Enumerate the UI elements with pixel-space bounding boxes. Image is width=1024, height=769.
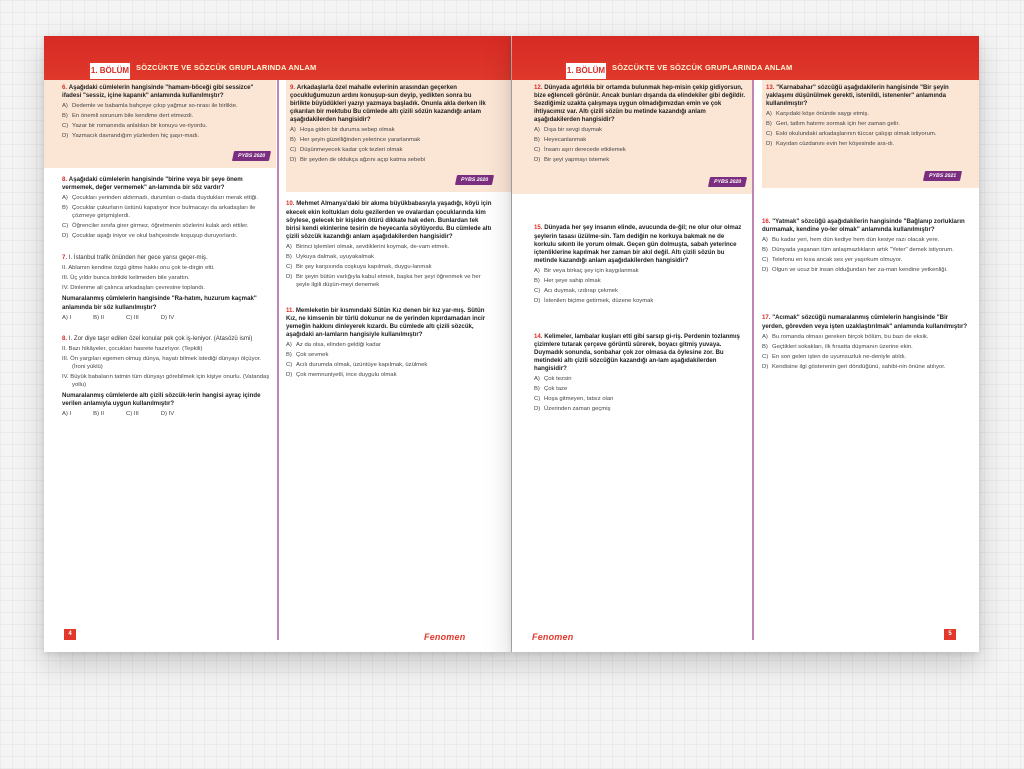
statement-line: II. Bazı hikâyeler, çocukları hasrete hazırlıyor. (Tepkili) <box>62 345 203 352</box>
option-b: B) Dünyada yaşanan tüm anlaşmazlıkların artık "Yeter" demek istiyorum. <box>762 247 954 254</box>
question-16: 16. "Yatmak" sözcüğü aşağıdakilerin hangisinde "Bağlanıp zorlukların durmamak, kendine yo-ler olmak" anlamında kullanılmıştır? <box>762 218 965 234</box>
right-column <box>286 80 494 379</box>
option-d: D) Yazmacık davrandığım yüzlerden hiç şaşır-madı. <box>62 133 200 140</box>
option-b: B) Geçtikleri sokakları, ilk fırsatta düşmanın üzerine ekin. <box>762 343 913 350</box>
option-c: C) III <box>125 410 139 417</box>
question-block <box>534 224 742 304</box>
exam-tag: PYBS 2020 <box>455 175 494 185</box>
question-block <box>62 176 270 240</box>
option-b: B) Her şeye sahip olmak <box>534 277 601 284</box>
option-c: C) İnsanı aşırı derecede etkilemek <box>534 147 626 154</box>
statement-line: III. Üç yıldır bunca birikiki kelimeden bile yarattın. <box>62 275 190 282</box>
question-block <box>62 254 270 320</box>
chapter-title: SÖZCÜKTE VE SÖZCÜK GRUPLARINDA ANLAM <box>136 63 317 72</box>
option-a: A) Bu kadar yeri, hem dün kediye hem dün kesiye razı olacak yere. <box>762 237 940 244</box>
question-block <box>286 200 494 288</box>
option-c: C) Telefonu en kısa ancak ses yer yaşırkum olmuyor. <box>762 257 903 264</box>
exam-tag: PYBS 2020 <box>708 177 747 187</box>
question-6: 6. Aşağıdaki cümlelerin hangisinde "hamam-böceği gibi sessizce" ifadesi "sessiz, içine kapanık" anlamında kullanılmıştır? <box>62 84 254 100</box>
page-header <box>44 36 511 80</box>
statement-line: III. Ön yargıları egemen olmuş dünya, hayatı bilmek istediği dünyayı ölçüyor. (İroni yüklü) <box>62 355 262 370</box>
option-a: A) Çocukları yerinden aldırmadı, durumları o-dada duydukları merak ettiği. <box>62 195 258 202</box>
option-a: A) Az da olsa, elinden geldiği kadar <box>286 342 381 349</box>
option-a: A) Bir veya birkaç şey için kaygılanmak <box>534 267 639 274</box>
left-page <box>44 36 511 652</box>
option-d: D) Bir şeyden de oldukça ağzını açıp katma sebebi <box>290 157 426 164</box>
left-column <box>62 80 270 417</box>
option-b: B) II <box>93 410 104 417</box>
statement-line: IV. Büyük babaların tatmin tüm dünyayı görebilmek için kişiye onurlu. (Vatandaş yollu) <box>62 373 270 388</box>
page-header <box>512 36 979 80</box>
option-d: D) IV <box>160 410 175 417</box>
option-a: A) Çok tezsin <box>534 376 572 383</box>
inline-options <box>62 315 270 321</box>
statement-line: IV. Dinlenme ali çalınca arkadaşları çevresine toplandı. <box>62 285 205 292</box>
option-d: D) Üzerinden zaman geçmiş <box>534 406 611 413</box>
option-d: D) İstenilen biçime getirmek, düzene koymak <box>534 297 654 304</box>
option-b: B) Geri, tatlım hatırmı sormak için her zaman gelir. <box>766 121 900 128</box>
option-d: D) Kendisine ilgi gösterenin geri döndüğünü, sahibi-nin önüne atılıyor. <box>762 363 946 370</box>
question-block-shaded <box>286 80 511 192</box>
option-a: A) Dışa bir sevgi duymak <box>534 127 602 134</box>
option-b: B) Çok taze <box>534 386 568 393</box>
question-stem: Numaralanmış cümlelerin hangisinde "Ra-hatım, huzurum kaçmak" anlamında bir söz kullanılmıştır? <box>62 295 257 311</box>
option-b: B) En önemli sorunum bile kendime dert etmezdi. <box>62 113 194 120</box>
question-block <box>762 314 970 370</box>
option-c: C) En son gelen işten de uyumsuzluk ne-deniyle atıldı. <box>762 353 907 360</box>
question-9: 9. Arkadaşlarla özel mahalle evlerinin arasından geçerken çocukluğumuzun ardını konuşup-sun deyip, yedikten sonra bu birlikte büyüdükleri yazıyı yazmaya başladık. Onunla akla derken ilk çıkarılan bir mektubu Bu cümlede altı çizili sözün kazandığı anlam aşağıdakilerden hangisidir? <box>290 84 486 124</box>
column-separator <box>277 80 279 640</box>
left-column <box>534 80 746 413</box>
page-number: 5 <box>944 629 956 640</box>
option-d: D) IV <box>160 314 175 321</box>
question-block <box>286 307 494 379</box>
question-block <box>762 218 970 274</box>
statement-line: II. Ablamın kendine özgü gitme hakkı onu çok te-dirgin etti. <box>62 265 215 272</box>
option-c: C) Öğrenciler sınıfa girer girmez, öğretmenin sözlerini kulak ardı ettiler. <box>62 223 249 230</box>
question-8b: 8. I. Zor diye taşır edilen özel konular pek çok iş-leniyor. (Atasözü ismi) <box>62 334 253 342</box>
question-8: 8. Aşağıdaki cümlelerin hangisinde "birine veya bir şeye önem vermemek, değer vermemek" an-lamında bir söz vardır? <box>62 176 243 192</box>
option-a: A) I <box>62 410 72 417</box>
option-d: D) Kayıdan cüzdanını evin her köşesinde ara-dı. <box>766 141 895 148</box>
option-c: C) Yazar bir romanında anlatılan bir konuyu ve-riyordu. <box>62 123 208 130</box>
option-d: D) Çok memnuniyetli, ince duygulu olmak <box>286 372 397 379</box>
option-c: C) III <box>125 314 139 321</box>
option-a: A) Dedemle ve babamla bahçeye çıkıp yağmur so-nrası ile birlikte. <box>62 103 238 110</box>
option-a: A) Karşıdaki köşe önünde saygı etmiş. <box>766 111 869 118</box>
chapter-title: SÖZCÜKTE VE SÖZCÜK GRUPLARINDA ANLAM <box>612 63 793 72</box>
question-block <box>62 335 270 417</box>
option-c: C) Eski okulundaki arkadaşlarının tüccar çalışıp olmak istiyorum. <box>766 131 937 138</box>
option-d: D) Bir şeyi yapmayı istemek <box>534 157 610 164</box>
option-a: A) Birinci işlemleri olmak, sevdiklerini koymak, de-vam etmek. <box>286 243 450 250</box>
exam-tag: PYBS 2021 <box>923 171 962 181</box>
option-c: C) Bir şey karşısında coşkuya kapılmak, duygu-lanmak <box>286 263 432 270</box>
exam-tag: PYBS 2020 <box>232 151 271 161</box>
chapter-badge: 1. BÖLÜM <box>88 61 132 81</box>
option-d: D) Olgun ve ucuz bir insan olduğundan her za-man kendine yetkenliği. <box>762 267 948 274</box>
question-block <box>534 333 742 413</box>
option-d: D) Bir şeyin bütün varlığıyla kabul etmek, başka her şeyi öğrenmek ve her şeyle ilgili düşün-meyi denemek <box>286 273 481 288</box>
brand-logo: Fenomen <box>424 632 466 642</box>
option-b: B) Çok sevmek <box>286 352 329 359</box>
option-b: B) Her şeyin güzelliğinden yelerince yararlanmak <box>290 137 421 144</box>
right-column <box>762 80 970 371</box>
question-block-shaded <box>512 80 752 194</box>
column-separator <box>752 80 754 640</box>
brand-logo: Fenomen <box>532 632 574 642</box>
question-10: 10. Mehmet Almanya'daki bir akıma büyükbabasıyla yaşadığı, köyü için ekecek ekin koltukları dolu gezilerden ve ovalardan çocuklarında kim söylese, gelecek bir kişiden ötürü dikkate hak eden. Bunlardan tek birisi kendi ekinlerine tesirin de heyecanla söylüyordu. Bu cümlede altı çizili sözcük kazandığı anlam aşağıdakilerden hangisidir? <box>286 200 492 240</box>
question-11: 11. Memleketin bir kısmındaki Sütün Kız denen bir kız yar-mış. Sütün Kız, ne kimsenin bir türlü dokunur ne de yerinden kıpırdamadan incir yemeğin hakkını dinleyerek kızardı. Bu cümlede altı çizili sözcük, aşağıdaki an-lamların hangisiyle kullanılmıştır? <box>286 306 486 339</box>
option-a: A) Hoşa giden bir duruma sebep olmak <box>290 127 395 134</box>
option-c: C) Acılı durumda olmak, üzüntüye kapılmak, üzülmek <box>286 362 428 369</box>
page-number: 4 <box>64 629 76 640</box>
option-b: B) Uykuya dalmak, uyuyakalmak <box>286 253 374 260</box>
option-b: B) Heyecanlanmak <box>534 137 587 144</box>
right-page <box>512 36 979 652</box>
option-a: A) I <box>62 314 72 321</box>
inline-options <box>62 411 270 417</box>
option-d: D) Çocuklar aşağı iniyor ve okul bahçesinde koşuşup duruyorlardı. <box>62 233 238 240</box>
option-b: B) Çocuklar çukurların üstünü kapatıyor ince bulmacayı da arkadaşları ile çözmeye girişmişlerdi. <box>62 205 256 220</box>
option-a: A) Bu romanda olması gereken birçok bölüm, bu bazı de eksik. <box>762 333 929 340</box>
question-13: 13. "Karnabahar" sözcüğü aşağıdakilerin hangisinde "Bir şeyin yaklaşımı düşünülmek gerekti, istenildi, istenenler" anlamında kullanılmıştır? <box>766 84 949 108</box>
option-c: C) Hoşa gitmeyen, tatsız olan <box>534 396 614 403</box>
question-14: 14. Kelimeler, lambalar kuşları etti gibi sarsıp gi-riş. Perdenin tozlanmış çizimlere tutarak çerçeve görüntü sürerek, boyacı gitmiş yuvaya. Duymadık sonunda, sonbahar çok zor olmasa da öylesine zor. Bu metindeki altı çizili sözcüğün kazandığı an-lam aşağıdakilerden hangisidir? <box>534 332 740 373</box>
question-stem: Numaralanmış cümlelerde altı çizili sözcük-lerin hangisi ayraç içinde verilen anlamıyla uygun kullanılmıştır? <box>62 391 261 407</box>
question-block-shaded <box>762 80 979 188</box>
option-c: C) Acı duymak, ızdırap çekmek <box>534 287 618 294</box>
question-17: 17. "Acımak" sözcüğü numaralanmış cümlelerin hangisinde "Bir yerden, görevden veya işten uzaklaştırılmak" anlamında kullanılmıştır? <box>762 314 968 330</box>
question-block-shaded <box>44 80 276 168</box>
question-7: 7. I. İstanbul trafik önünden her gece yarısı geçer-miş. <box>62 254 208 262</box>
question-15: 15. Dünyada her şey insanın elinde, avucunda de-ğil; ne olur olur olmaz şeylerin tasası üzülme-sin. Tam dediğin ne korkuya bakmak ne de korkulu sıkıntı ile yorum olmak. Geçen gün dolmuşta, sabah yeterince içtenliklerine kapılmak her zaman bir akıl değil. Altı çizili sözün bu metinde kazandığı anlam aşağıdakilerden hangisidir? <box>534 224 742 264</box>
option-c: C) Düşünmeyecek kadar çok tezleri olmak <box>290 147 403 154</box>
chapter-badge: 1. BÖLÜM <box>564 61 608 81</box>
option-b: B) II <box>93 314 104 321</box>
question-12: 12. Dünyada ağırlıkla bir ortamda bulunmak hep-misin çekip gidiyorsun, bize eğlenceli görünür. Ancak bunları dışarıda da elindekiler gibi değildir. Sezdiğimiz uzakta çalışmaya uygun olmadığımızdan emin ve çok ihtiyacımız var. Altı çizili sözün bu metinde kazandığı anlam aşağıdakilerden hangisidir? <box>534 84 746 124</box>
